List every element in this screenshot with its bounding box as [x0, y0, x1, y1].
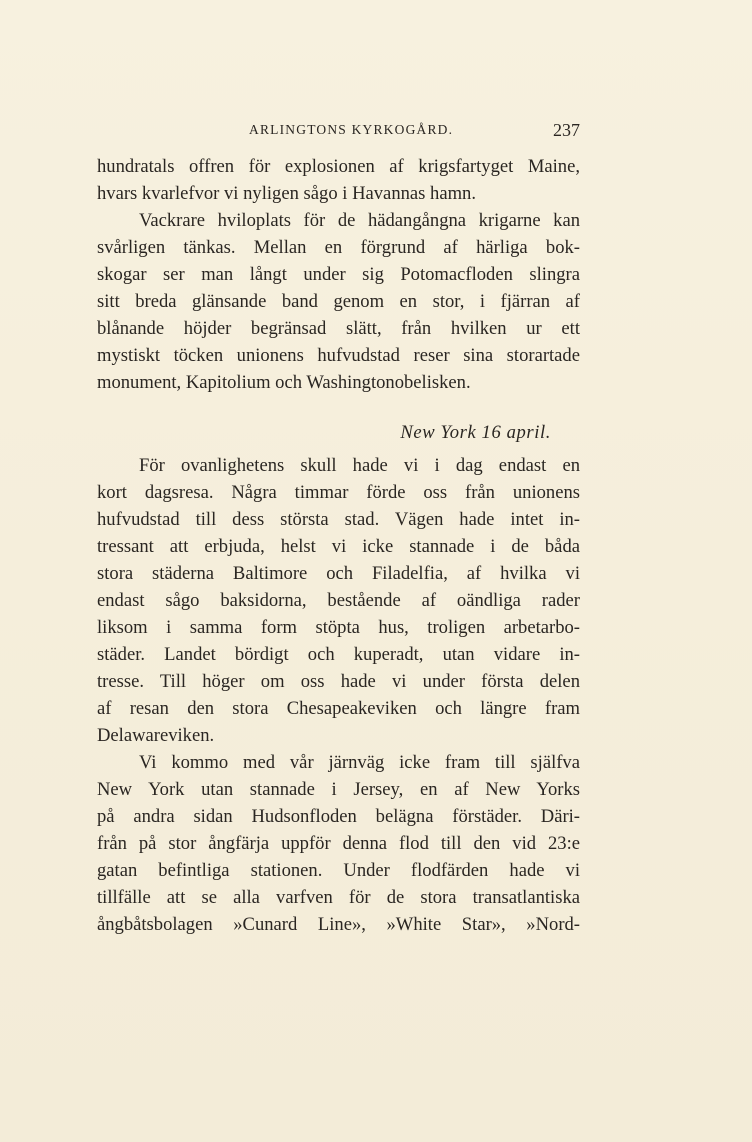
dateline: New York 16 april. [400, 422, 551, 443]
text-line: från på stor ångfärja uppför denna flod till den vid 23:e [97, 833, 580, 854]
text-block-arlington [97, 153, 580, 396]
text-line: hufvudstad till dess största stad. Vägen hade intet in- [97, 509, 580, 530]
text-line: stora städerna Baltimore och Filadelfia, af hvilka vi [97, 563, 580, 584]
running-title: ARLINGTONS KYRKOGÅRD. [249, 122, 454, 137]
page-header [97, 120, 580, 144]
text-line: Vackrare hviloplats för de hädangångna krigarne kan [139, 210, 580, 231]
text-line: hvars kvarlefvor vi nyligen sågo i Havannas hamn. [97, 183, 477, 204]
text-line: Vi kommo med vår järnväg icke fram till själfva [139, 752, 580, 773]
text-line: monument, Kapitolium och Washingtonobelisken. [97, 372, 471, 393]
text-line: hundratals offren för explosionen af krigsfartyget Maine, [97, 156, 580, 177]
text-line: af resan den stora Chesapeakeviken och längre fram [97, 698, 580, 719]
text-line: sitt breda glänsande band genom en stor, i fjärran af [97, 291, 580, 312]
text-block-new-york [97, 452, 580, 938]
text-line: tillfälle att se alla varfven för de stora transatlantiska [97, 887, 580, 908]
text-line: kort dagsresa. Några timmar förde oss från unionens [97, 482, 580, 503]
text-line: liksom i samma form stöpta hus, troligen arbetarbo- [97, 617, 580, 638]
text-line: tressant att erbjuda, helst vi icke stannade i de båda [97, 536, 580, 557]
text-line: svårligen tänkas. Mellan en förgrund af härliga bok- [97, 237, 580, 258]
text-line: tresse. Till höger om oss hade vi under första delen [97, 671, 580, 692]
text-line: städer. Landet bördigt och kuperadt, utan vidare in- [97, 644, 580, 665]
text-line: För ovanlighetens skull hade vi i dag endast en [139, 455, 580, 476]
text-line: Delawareviken. [97, 725, 215, 746]
page-number: 237 [553, 120, 580, 140]
text-line: på andra sidan Hudsonfloden belägna förstäder. Däri- [97, 806, 580, 827]
text-line: ångbåtsbolagen »Cunard Line», »White Star», »Nord- [97, 914, 580, 935]
text-line: mystiskt töcken unionens hufvudstad reser sina storartade [97, 345, 580, 366]
text-line: skogar ser man långt under sig Potomacfloden slingra [97, 264, 580, 285]
text-line: blånande höjder begränsad slätt, från hvilken ur ett [97, 318, 580, 339]
text-line: endast sågo baksidorna, bestående af oändliga rader [97, 590, 580, 611]
text-line: gatan befintliga stationen. Under flodfärden hade vi [97, 860, 580, 881]
text-line: New York utan stannade i Jersey, en af New Yorks [97, 779, 580, 800]
